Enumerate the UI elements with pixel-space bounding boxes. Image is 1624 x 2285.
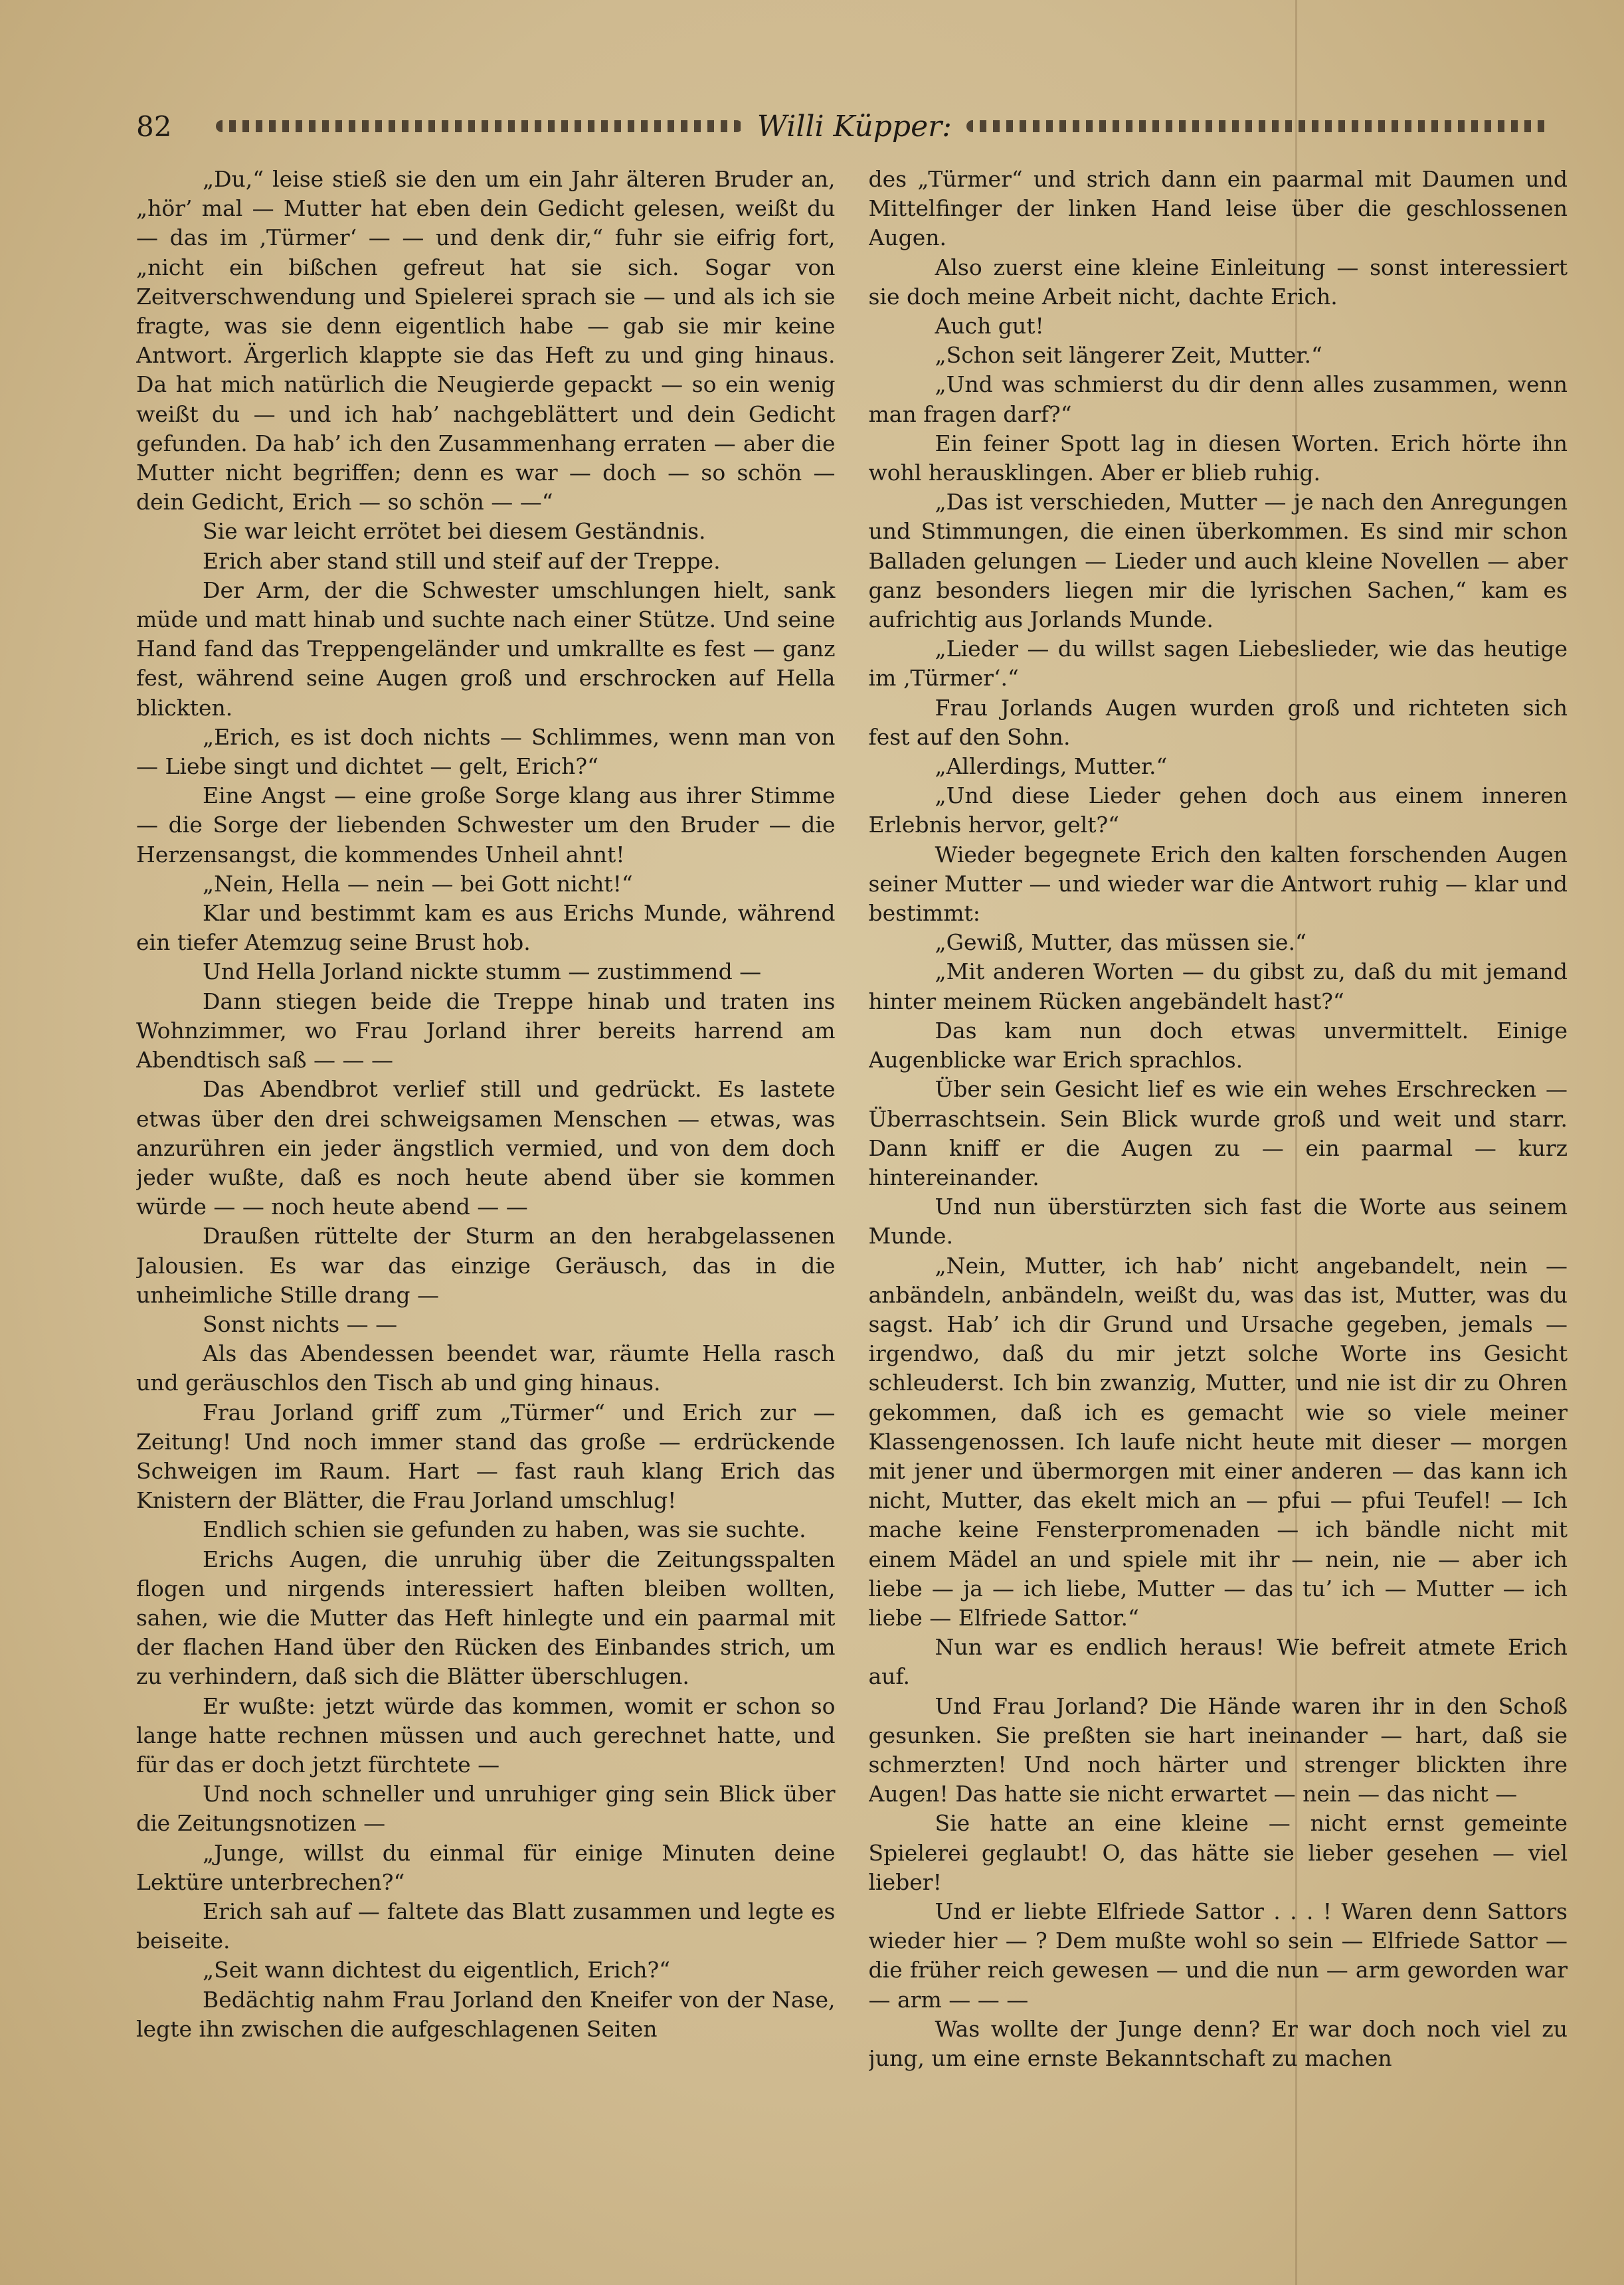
paragraph: „Du,“ leise stieß sie den um ein Jahr älteren Bruder an, „hör’ mal — Mutter hat eben dein Gedicht gelesen, weißt du — das im ‚Türmer‘ — — und denk dir,“ fuhr sie eifrig fort, „nicht ein bißchen gefreut hat sie sich. Sogar von Zeitverschwendung und Spielerei sprach sie — und als ich sie fragte, was sie denn eigentlich habe — gab sie mir keine Antwort. Ärgerlich klappte sie das Heft zu und ging hinaus. Da hat mich natürlich die Neugierde gepackt — so ein wenig weißt du — und ich hab’ nachgeblättert und dein Gedicht gefunden. Da hab’ ich den Zusammenhang erraten — aber die Mutter nicht begriffen; denn es war — doch — so schön — dein Gedicht, Erich — so schön — —“ xyxy=(136,166,836,515)
paragraph: „Das ist verschieden, Mutter — je nach den Anregungen und Stimmungen, die einen überkommen. Es sind mir schon Balladen gelungen — Lieder und auch kleine Novellen — aber ganz besonders liegen mir die lyrischen Sachen,“ kam es aufrichtig aus Jorlands Munde. xyxy=(868,489,1568,633)
paragraph: Draußen rüttelte der Sturm an den herabgelassenen Jalousien. Es war das einzige Geräusch, das in die unheimliche Stille drang — xyxy=(136,1223,836,1308)
paragraph: Eine Angst — eine große Sorge klang aus ihrer Stimme — die Sorge der liebenden Schwester um den Bruder — die Herzensangst, die kommendes Unheil ahnt! xyxy=(136,782,836,868)
paragraph: „Allerdings, Mutter.“ xyxy=(935,753,1168,780)
paragraph: Bedächtig nahm Frau Jorland den Kneifer von der Nase, legte ihn zwischen die aufgeschlagenen Seiten xyxy=(136,1986,836,2042)
paragraph: „Und was schmierst du dir denn alles zusammen, wenn man fragen darf?“ xyxy=(868,371,1568,427)
paragraph: Der Arm, der die Schwester umschlungen hielt, sank müde und matt hinab und suchte nach einer Stütze. Und seine Hand fand das Treppengeländer und umkrallte es fest — ganz fest, während seine Augen groß und erschrocken auf Hella blickten. xyxy=(136,577,836,721)
paragraph: Also zuerst eine kleine Einleitung — sonst interessiert sie doch meine Arbeit nicht, dachte Erich. xyxy=(868,254,1568,310)
paragraph: Das kam nun doch etwas unvermittelt. Einige Augenblicke war Erich sprachlos. xyxy=(868,1017,1568,1073)
paragraph: „Nein, Mutter, ich hab’ nicht angebandelt, nein — anbändeln, anbändeln, weißt du, was das ist, Mutter, was du sagst. Hab’ ich dir Grund und Ursache gegeben, jemals — irgendwo, daß du mir jetzt solche Worte ins Gesicht schleuderst. Ich bin zwanzig, Mutter, und nie ist dir zu Ohren gekommen, daß ich es gemacht wie so viele meiner Klassengenossen. Ich laufe nicht heute mit dieser — morgen mit jener und übermorgen mit einer anderen — das kann ich nicht, Mutter, das ekelt mich an — pfui — pfui Teufel! — Ich mache keine Fensterpromenaden — ich bändle nicht mit einem Mädel an und spiele mit ihr — nein, nie — aber ich liebe — ja — ich liebe, Mutter — das tu’ ich — Mutter — ich liebe — Elfriede Sattor.“ xyxy=(868,1252,1568,1631)
paragraph: „Gewiß, Mutter, das müssen sie.“ xyxy=(935,929,1307,956)
paragraph: Als das Abendessen beendet war, räumte Hella rasch und geräuschlos den Tisch ab und ging hinaus. xyxy=(136,1340,836,1396)
paragraph: Frau Jorlands Augen wurden groß und richteten sich fest auf den Sohn. xyxy=(868,694,1568,750)
page-header xyxy=(136,100,1551,153)
paragraph: „Seit wann dichtest du eigentlich, Erich?“ xyxy=(203,1957,671,1983)
paragraph: Über sein Gesicht lief es wie ein wehes Erschrecken — Überraschtsein. Sein Blick wurde groß und weit und starr. Dann kniff er die Augen zu — ein paarmal — kurz hintereinander. xyxy=(868,1076,1568,1190)
paragraph: „Schon seit längerer Zeit, Mutter.“ xyxy=(935,342,1322,369)
running-head: Willi Küpper: xyxy=(757,109,952,143)
paragraph: „Und diese Lieder gehen doch aus einem inneren Erlebnis hervor, gelt?“ xyxy=(868,782,1568,838)
paragraph: Erich sah auf — faltete das Blatt zusammen und legte es beiseite. xyxy=(136,1898,836,1954)
paragraph: Und er liebte Elfriede Sattor . . . ! Waren denn Sattors wieder hier — ? Dem mußte wohl so sein — Elfriede Sattor — die früher reich gewesen — und die nun — arm geworden war — arm — — — xyxy=(868,1898,1568,2013)
paragraph: Und nun überstürzten sich fast die Worte aus seinem Munde. xyxy=(868,1194,1568,1249)
paragraph: Das Abendbrot verlief still und gedrückt. Es lastete etwas über den drei schweigsamen Menschen — etwas, was anzurühren ein jeder ängstlich vermied, und von dem doch jeder wußte, daß es noch heute abend über sie kommen würde — — noch heute abend — — xyxy=(136,1076,836,1220)
paragraph: Ein feiner Spott lag in diesen Worten. Erich hörte ihn wohl herausklingen. Aber er blieb ruhig. xyxy=(868,430,1568,486)
paragraph: „Mit anderen Worten — du gibst zu, daß du mit jemand hinter meinem Rücken angebändelt hast?“ xyxy=(868,959,1568,1014)
paragraph: Erichs Augen, die unruhig über die Zeitungsspalten flogen und nirgends interessiert haften bleiben wollten, sahen, wie die Mutter das Heft hinlegte und ein paarmal mit der flachen Hand über den Rücken des Einbandes strich, um zu verhindern, daß sich die Blätter überschlugen. xyxy=(136,1546,836,1690)
paragraph: Dann stiegen beide die Treppe hinab und traten ins Wohnzimmer, wo Frau Jorland ihrer bereits harrend am Abendtisch saß — — — xyxy=(136,988,836,1073)
paragraph: Nun war es endlich heraus! Wie befreit atmete Erich auf. xyxy=(868,1634,1568,1690)
text-columns xyxy=(136,165,1568,2177)
paragraph: Endlich schien sie gefunden zu haben, was sie suchte. xyxy=(203,1516,806,1543)
paragraph: Und Hella Jorland nickte stumm — zustimmend — xyxy=(203,959,762,985)
paragraph: Und noch schneller und unruhiger ging sein Blick über die Zeitungsnotizen — xyxy=(136,1781,836,1837)
paragraph: Wieder begegnete Erich den kalten forschenden Augen seiner Mutter — und wieder war die Antwort ruhig — klar und bestimmt: xyxy=(868,841,1568,927)
paragraph: Er wußte: jetzt würde das kommen, womit er schon so lange hatte rechnen müssen und auch gerechnet hatte, und für das er doch jetzt fürchtete — xyxy=(136,1692,836,1778)
paragraph: Erich aber stand still und steif auf der Treppe. xyxy=(203,547,721,574)
paragraph: Sie hatte an eine kleine — nicht ernst gemeinte Spielerei geglaubt! O, das hätte sie lieber gesehen — viel lieber! xyxy=(868,1810,1568,1895)
paragraph: Sie war leicht errötet bei diesem Geständnis. xyxy=(203,518,706,545)
ornament-rule-left xyxy=(216,120,743,132)
paragraph: „Junge, willst du einmal für einige Minuten deine Lektüre unterbrechen?“ xyxy=(136,1839,836,1895)
paragraph: „Lieder — du willst sagen Liebeslieder, wie das heutige im ‚Türmer‘.“ xyxy=(868,636,1568,691)
left-column xyxy=(136,165,836,2177)
paragraph: „Erich, es ist doch nichts — Schlimmes, wenn man von — Liebe singt und dichtet — gelt, Erich?“ xyxy=(136,723,836,780)
paragraph: des „Türmer“ und strich dann ein paarmal mit Daumen und Mittelfinger der linken Hand leise über die geschlossenen Augen. xyxy=(868,166,1568,251)
paragraph: Klar und bestimmt kam es aus Erichs Munde, während ein tiefer Atemzug seine Brust hob. xyxy=(136,900,836,956)
paragraph: Frau Jorland griff zum „Türmer“ und Erich zur — Zeitung! Und noch immer stand das große — erdrückende Schweigen im Raum. Hart — fast rauh klang Erich das Knistern der Blätter, die Frau Jorland umschlug! xyxy=(136,1399,836,1514)
paragraph: „Nein, Hella — nein — bei Gott nicht!“ xyxy=(203,870,633,897)
paragraph: Was wollte der Junge denn? Er war doch noch viel zu jung, um eine ernste Bekanntschaft zu machen xyxy=(868,2015,1568,2071)
paragraph: Sonst nichts — — xyxy=(203,1311,398,1337)
paragraph: Und Frau Jorland? Die Hände waren ihr in den Schoß gesunken. Sie preßten sie hart ineinander — hart, daß sie schmerzten! Und noch härter und strenger blickten ihre Augen! Das hatte sie nicht erwartet — nein — das nicht — xyxy=(868,1692,1568,1807)
ornament-rule-right xyxy=(966,120,1551,132)
paragraph: Auch gut! xyxy=(935,313,1044,339)
right-column xyxy=(869,165,1568,2177)
page-number: 82 xyxy=(136,110,172,143)
